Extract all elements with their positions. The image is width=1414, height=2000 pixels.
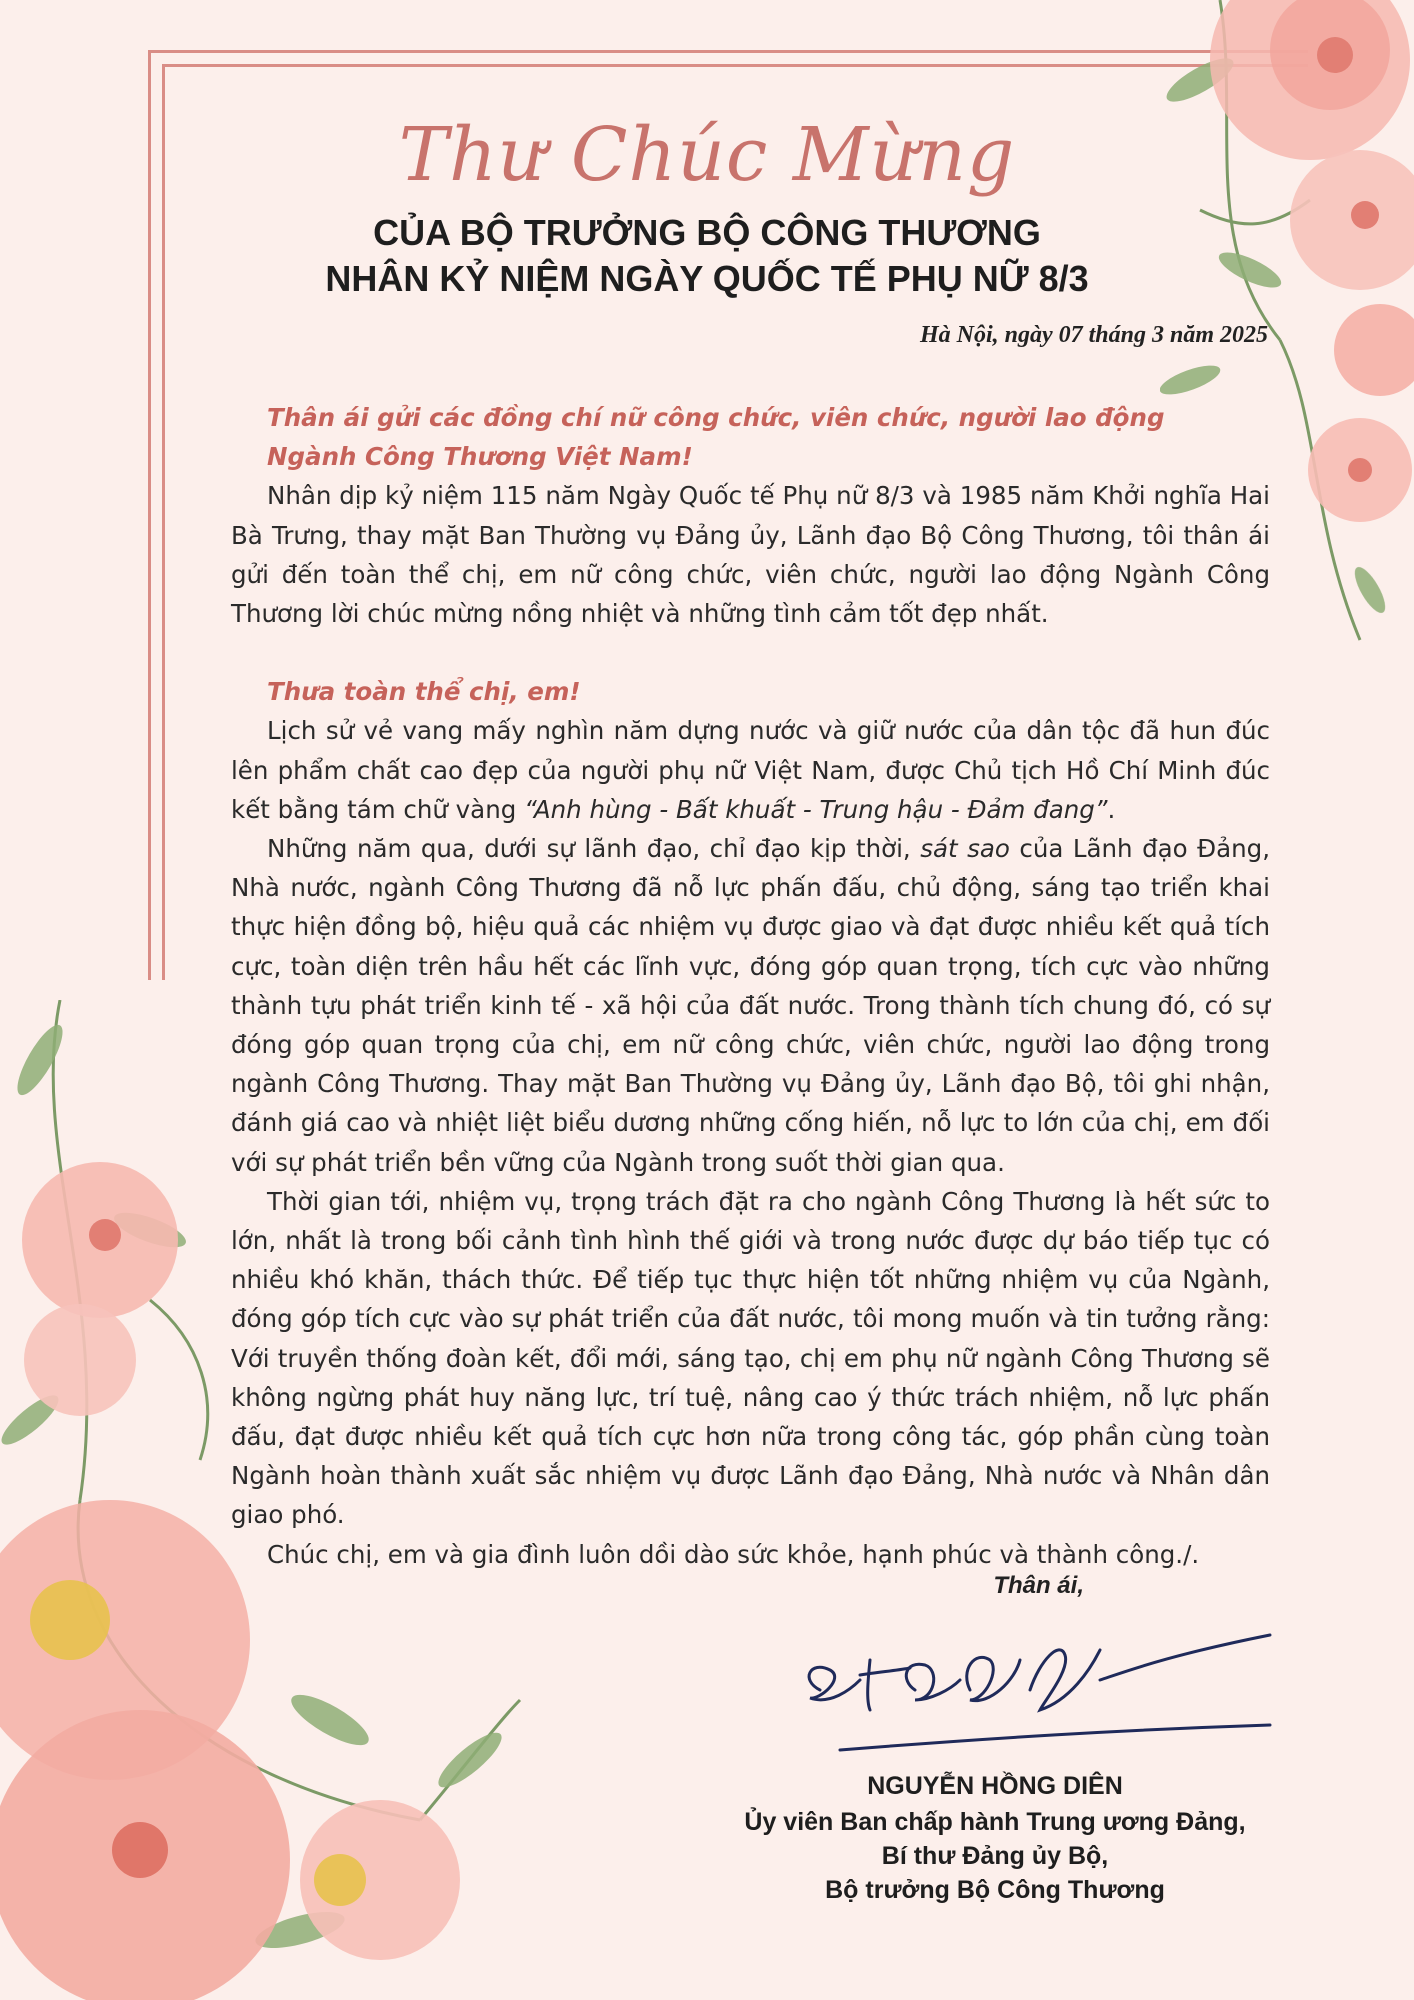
- signer-title-1: Ủy viên Ban chấp hành Trung ương Đảng,: [744, 1808, 1246, 1836]
- salutation-1b: Ngành Công Thương Việt Nam!: [267, 442, 693, 472]
- signer-name: NGUYỄN HỒNG DIÊN: [867, 1772, 1123, 1800]
- letter-body: [231, 398, 1270, 1574]
- frame-line-h2: [162, 64, 1308, 67]
- heading-line-1: CỦA BỘ TRƯỞNG BỘ CÔNG THƯƠNG: [373, 212, 1041, 253]
- paragraph-2: [231, 711, 1270, 829]
- handwritten-signature: [790, 1620, 1290, 1760]
- paragraph-3: [231, 829, 1270, 1182]
- paragraph-1: Nhân dịp kỷ niệm 115 năm Ngày Quốc tế Phụ nữ 8/3 và 1985 năm Khởi nghĩa Hai Bà Trưng, thay mặt Ban Thường vụ Đảng ủy, Lãnh đạo Bộ Công Thương, tôi thân ái gửi đến toàn thể chị, em nữ công chức, viên chức, người lao động Ngành Công Thương lời chúc mừng nồng nhiệt và những tình cảm tốt đẹp nhất.: [231, 481, 1270, 629]
- letter-title: Thư Chúc Mừng: [398, 112, 1016, 198]
- frame-line-h1: [148, 50, 1308, 53]
- frame-line-v2: [162, 64, 165, 980]
- letter-date: Hà Nội, ngày 07 tháng 3 năm 2025: [919, 322, 1268, 348]
- paragraph-5: Chúc chị, em và gia đình luôn dồi dào sức khỏe, hạnh phúc và thành công./.: [267, 1539, 1200, 1569]
- salutation-2: Thưa toàn thể chị, em!: [267, 677, 581, 707]
- signer-title-3: Bộ trưởng Bộ Công Thương: [825, 1876, 1165, 1904]
- paragraph-gap: [231, 633, 1270, 672]
- heading-line-2: NHÂN KỶ NIỆM NGÀY QUỐC TẾ PHỤ NỮ 8/3: [325, 258, 1089, 299]
- paragraph-3-lead: Những năm qua, dưới sự lãnh đạo, chỉ đạo kịp thời,: [267, 834, 921, 864]
- paragraph-3-rest: của Lãnh đạo Đảng, Nhà nước, ngành Công Thương đã nỗ lực phấn đấu, chủ động, sáng tạo triển khai thực hiện đồng bộ, hiệu quả các nhiệm vụ được giao và đạt được nhiều kết quả tích cực, toàn diện trên hầu hết các lĩnh vực, đóng góp quan trọng, tích cực vào những thành tựu phát triển kinh tế - xã hội của đất nước. Trong thành tích chung đó, có sự đóng góp quan trọng của chị, em nữ công chức, viên chức, người lao động trong ngành Công Thương. Thay mặt Ban Thường vụ Đảng ủy, Lãnh đạo Bộ, tôi ghi nhận, đánh giá cao và nhiệt liệt biểu dương những cống hiến, nỗ lực to lớn của chị, em đối với sự phát triển bền vững của Ngành trong suốt thời gian qua.: [231, 834, 1270, 1177]
- paragraph-4: Thời gian tới, nhiệm vụ, trọng trách đặt ra cho ngành Công Thương là hết sức to lớn, nhất là trong bối cảnh tình hình thế giới và trong nước được dự báo tiếp tục có nhiều khó khăn, thách thức. Để tiếp tục thực hiện tốt những nhiệm vụ của Ngành, đóng góp tích cực vào sự phát triển của đất nước, tôi mong muốn và tin tưởng rằng: Với truyền thống đoàn kết, đổi mới, sáng tạo, chị em phụ nữ ngành Công Thương sẽ không ngừng phát huy năng lực, trí tuệ, nâng cao ý thức trách nhiệm, nỗ lực phấn đấu, đạt được nhiều kết quả tích cực hơn nữa trong công tác, góp phần cùng toàn Ngành hoàn thành xuất sắc nhiệm vụ được Lãnh đạo Đảng, Nhà nước và Nhân dân giao phó.: [231, 1186, 1270, 1530]
- salutation-1a: Thân ái gửi các đồng chí nữ công chức, viên chức, người lao động: [267, 403, 1165, 432]
- paragraph-3-emphasis: sát sao: [920, 834, 1010, 864]
- paragraph-2-quote: “Anh hùng - Bất khuất - Trung hậu - Đảm đang”: [524, 794, 1108, 824]
- paragraph-2-end: .: [1107, 794, 1116, 824]
- signer-title-2: Bí thư Đảng ủy Bộ,: [881, 1842, 1109, 1870]
- closing-phrase: Thân ái,: [993, 1572, 1084, 1599]
- paragraph-2-lead: Lịch sử vẻ vang mấy nghìn năm dựng nước và giữ nước của dân tộc đã hun đúc lên phẩm chất cao đẹp của người phụ nữ Việt Nam, được Chủ tịch Hồ Chí Minh đúc kết bằng tám chữ vàng: [231, 716, 1270, 824]
